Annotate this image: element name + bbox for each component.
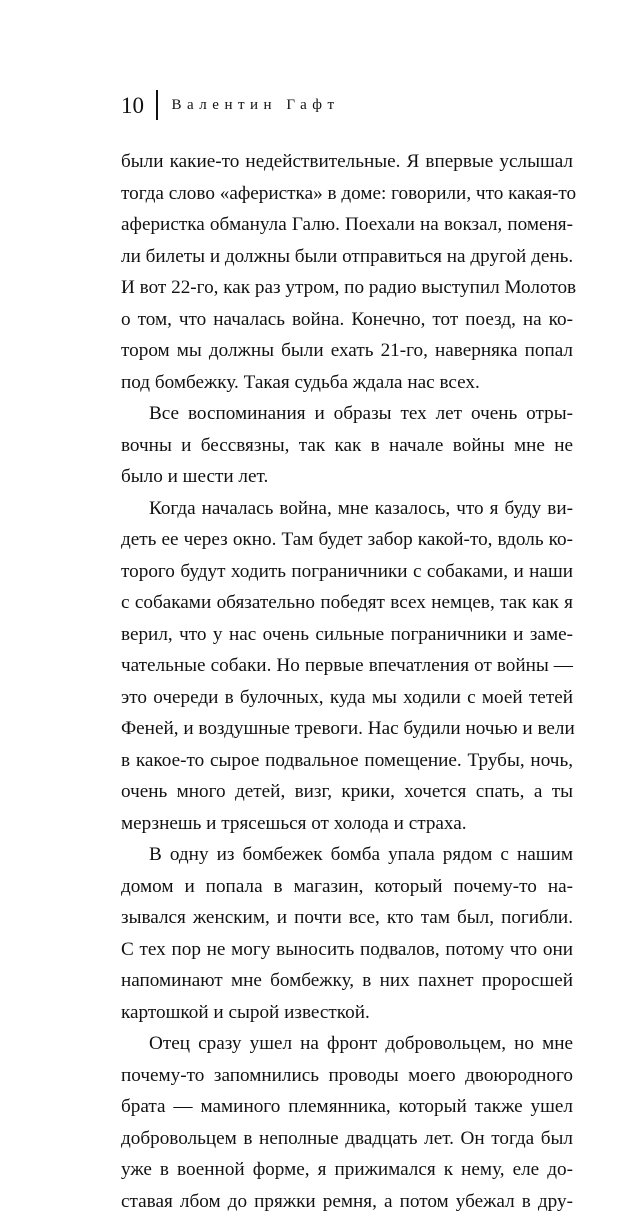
text-line: добровольцем в неполные двадцать лет. Он тогда был [121,1123,573,1155]
text-line: Когда началась война, мне казалось, что я буду ви- [121,493,573,525]
text-line: ли билеты и должны были отправиться на другой день. [121,241,573,273]
text-line: это очереди в булочных, куда мы ходили с моей тетей [121,682,573,714]
text-line: о том, что началась война. Конечно, тот поезд, на ко- [121,304,573,336]
text-line: вочны и бессвязны, так как в начале войны мне не [121,430,573,462]
running-title: Валентин Гафт [172,97,340,114]
text-line: верил, что у нас очень сильные пограничники и заме- [121,619,573,651]
text-line: с собаками обязательно победят всех немцев, так как я [121,587,573,619]
text-line: чательные собаки. Но первые впечатления от войны — [121,650,573,682]
text-line: картошкой и сырой известкой. [121,997,573,1029]
text-line: напоминают мне бомбежку, в них пахнет проросшей [121,965,573,997]
text-line: домом и попала в магазин, который почему-то на- [121,871,573,903]
text-line: Все воспоминания и образы тех лет очень отры- [121,398,573,430]
text-line: С тех пор не могу выносить подвалов, потому что они [121,934,573,966]
text-line: В одну из бомбежек бомба упала рядом с нашим [121,839,573,871]
text-line: тором мы должны были ехать 21-го, наверняка попал [121,335,573,367]
text-line: мерзнешь и трясешься от холода и страха. [121,808,573,840]
text-line: Феней, и воздушные тревоги. Нас будили ночью и вели [121,713,573,745]
text-line: почему-то запомнились проводы моего двоюродного [121,1060,573,1092]
text-line: ставая лбом до пряжки ремня, а потом убежал в дру- [121,1186,573,1217]
text-line: под бомбежку. Такая судьба ждала нас всех. [121,367,573,399]
text-line: были какие-то недействительные. Я впервые услышал [121,146,573,178]
header-divider [156,90,158,120]
text-line: аферистка обманула Галю. Поехали на вокзал, поменя- [121,209,573,241]
text-line: брата — маминого племянника, который также ушел [121,1091,573,1123]
text-line: уже в военной форме, я прижимался к нему, еле до- [121,1154,573,1186]
text-line: зывался женским, и почти все, кто там был, погибли. [121,902,573,934]
text-line: торого будут ходить пограничники с собаками, и наши [121,556,573,588]
body-text [121,146,573,1217]
text-line: Отец сразу ушел на фронт добровольцем, но мне [121,1028,573,1060]
text-line: было и шести лет. [121,461,573,493]
text-line: в какое-то сырое подвальное помещение. Трубы, ночь, [121,745,573,777]
page-number: 10 [121,94,144,117]
running-head [121,90,340,120]
text-line: очень много детей, визг, крики, хочется спать, а ты [121,776,573,808]
text-line: деть ее через окно. Там будет забор какой-то, вдоль ко- [121,524,573,556]
text-line: тогда слово «аферистка» в доме: говорили, что какая-то [121,178,573,210]
text-line: И вот 22-го, как раз утром, по радио выступил Молотов [121,272,573,304]
